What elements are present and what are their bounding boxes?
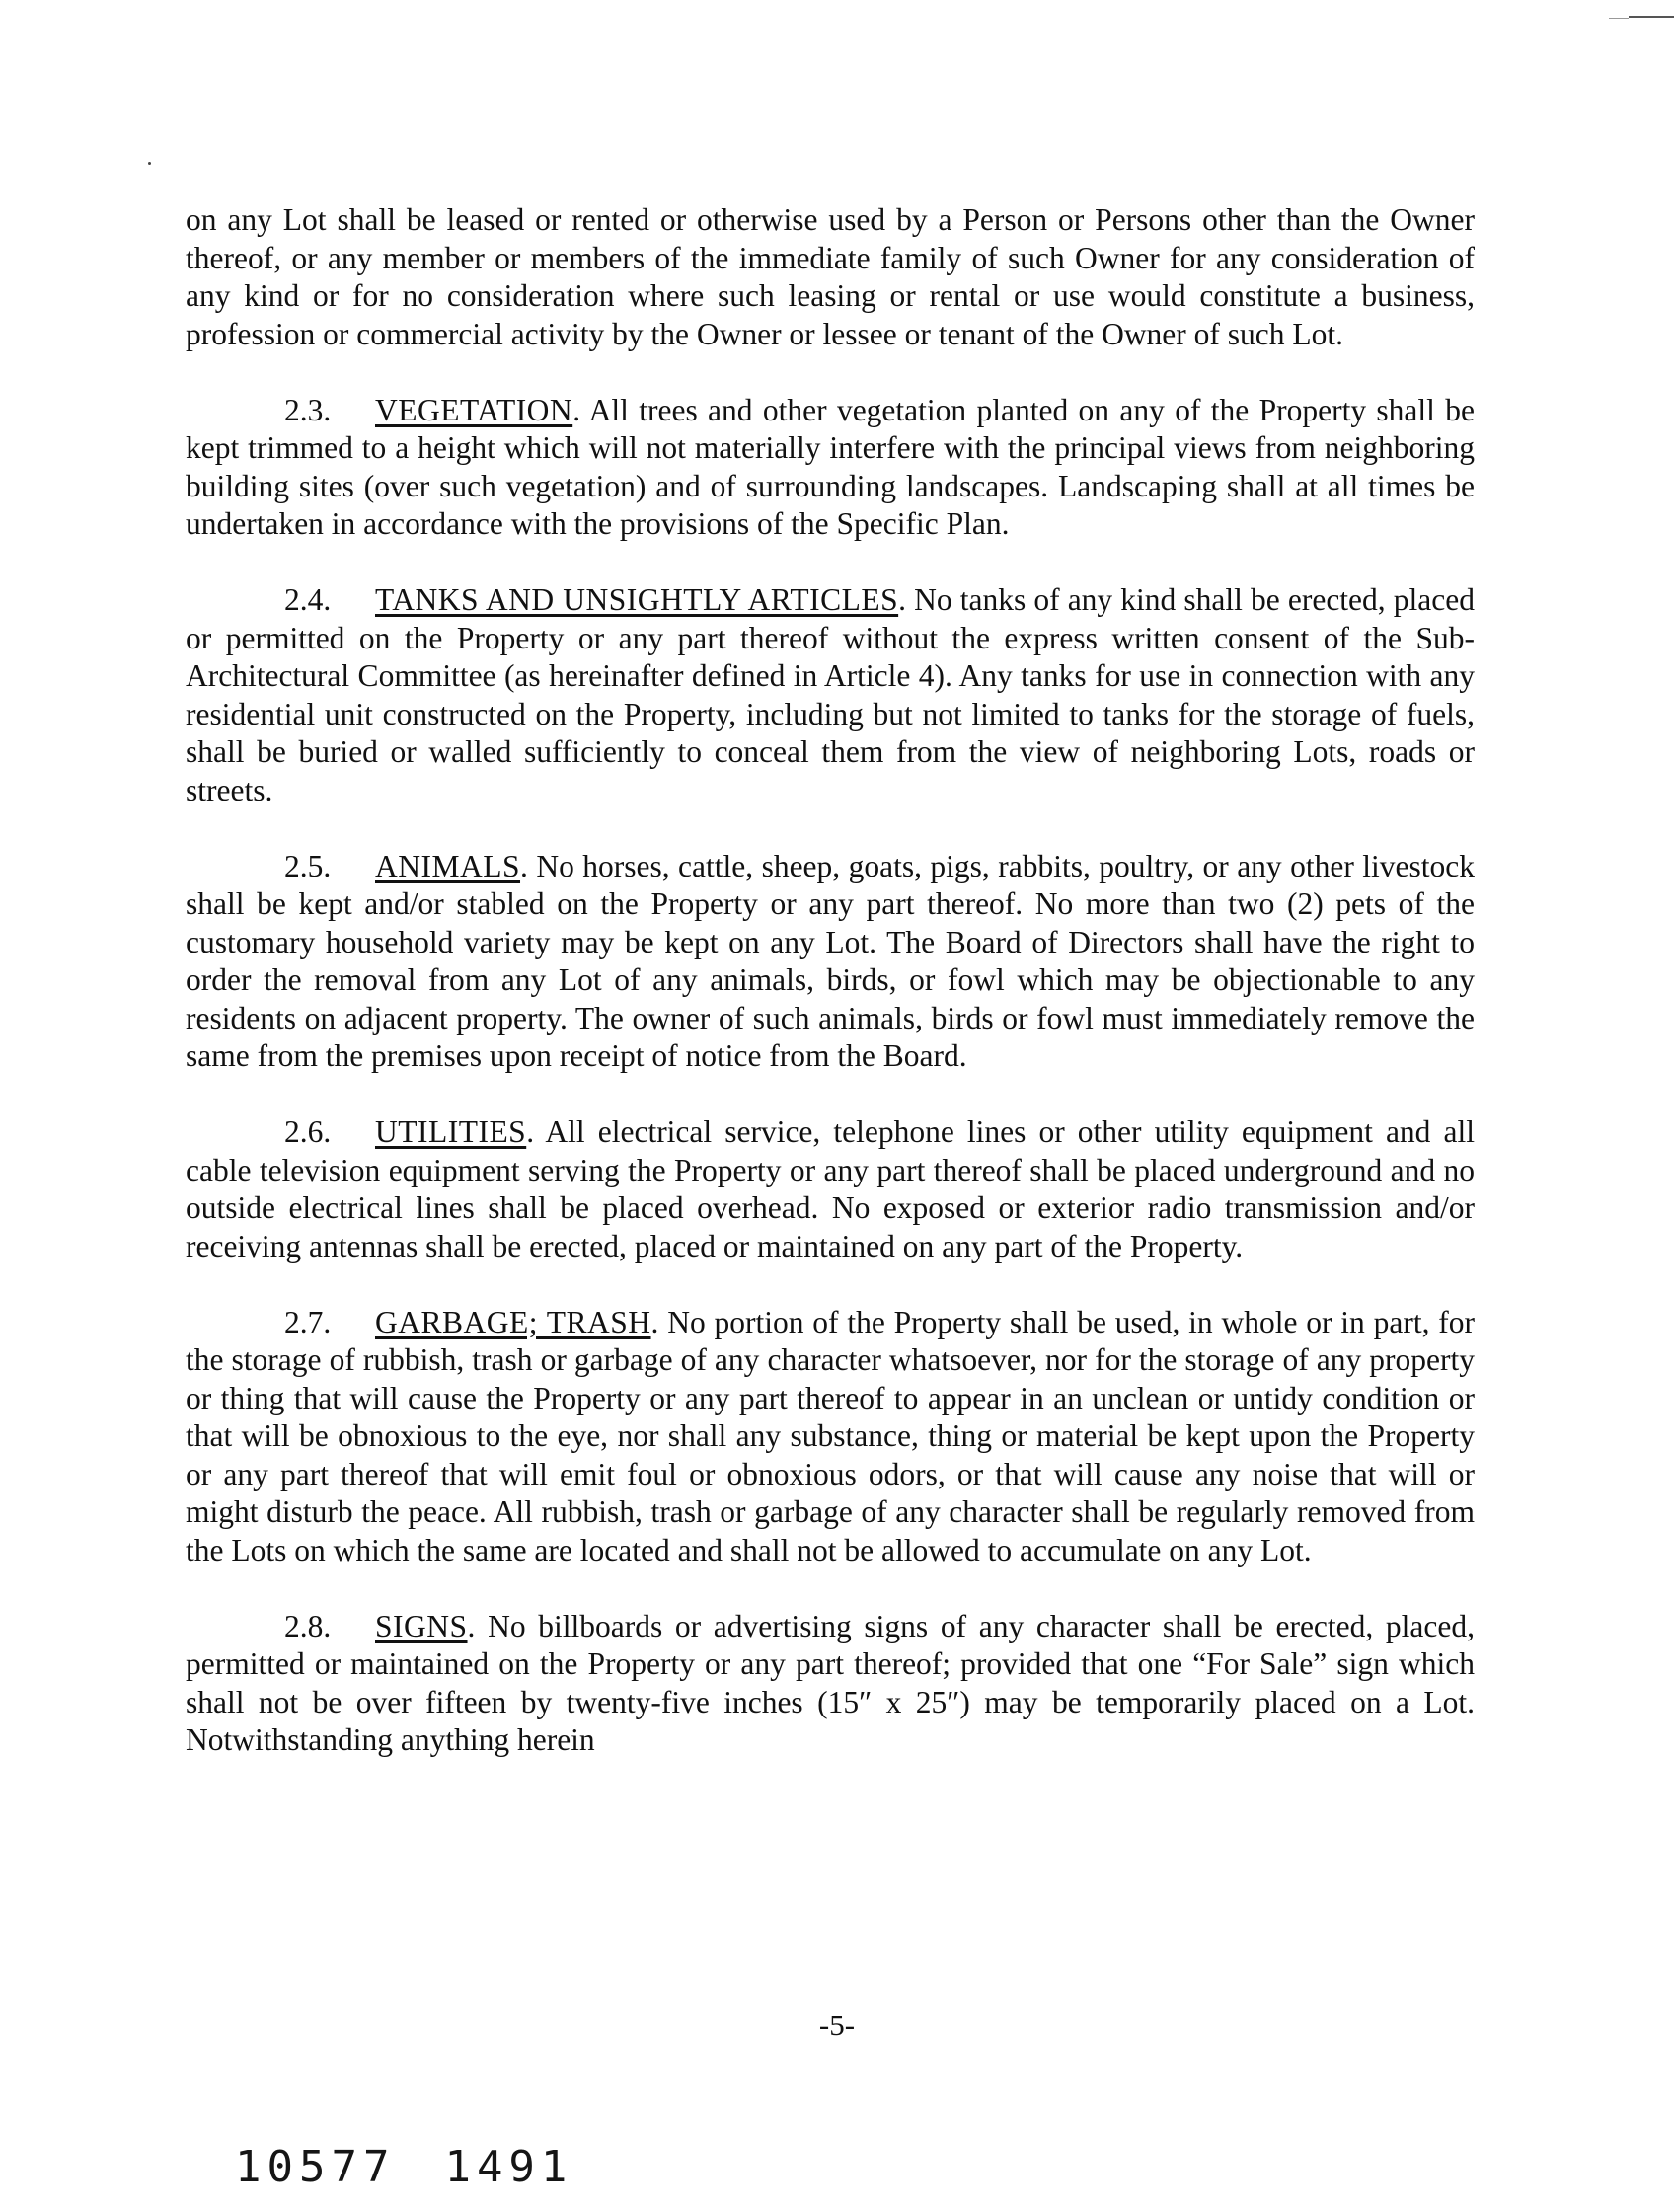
section-2-8 bbox=[186, 1608, 1475, 1760]
section-2-3 bbox=[186, 392, 1475, 544]
section-number: 2.3. bbox=[284, 392, 332, 427]
paragraph-continuation bbox=[186, 201, 1475, 353]
section-text: . All trees and other vegetation planted on any of the Property shall be kept trimmed to a height which will not materially interfere with the principal views from neighboring building sites (over such vegetation) and of surrounding landscapes. Landscaping shall at all times be undertaken in accordance with the provisions of the Specific Plan. bbox=[186, 392, 1475, 541]
section-heading: UTILITIES bbox=[375, 1114, 527, 1149]
document-body bbox=[186, 201, 1475, 1797]
section-heading: VEGETATION bbox=[375, 392, 573, 427]
section-heading: ANIMALS bbox=[375, 848, 521, 883]
section-2-5 bbox=[186, 848, 1475, 1076]
scan-edge-mark bbox=[1629, 16, 1674, 18]
section-text: . All electrical service, telephone lines or other utility equipment and all cable television equipment serving the Property or any part thereof shall be placed underground and no outside electrical lines shall be placed overhead. No exposed or exterior radio transmission and/or receiving antennas shall be erected, placed or maintained on any part of the Property. bbox=[186, 1114, 1475, 1263]
section-text: . No tanks of any kind shall be erected, placed or permitted on the Property or any part thereof without the express written consent of the Sub-Architectural Committee (as hereinafter defined in Article 4). Any tanks for use in connection with any residential unit constructed on the Property, including but not limited to tanks for the storage of fuels, shall be buried or walled sufficiently to conceal them from the view of neighboring Lots, roads or streets. bbox=[186, 582, 1475, 807]
recording-book-number: 10577 bbox=[235, 2142, 396, 2192]
section-2-6 bbox=[186, 1113, 1475, 1265]
section-text: . No portion of the Property shall be used, in whole or in part, for the storage of rubbish, trash or garbage of any character whatsoever, nor for the storage of any property or thing that will cause the Property or any part thereof to appear in an unclean or untidy condition or that will be obnoxious to the eye, nor shall any substance, thing or material be kept upon the Property or any part thereof that will emit foul or obnoxious odors, or that will cause any noise that will or might disturb the peace. All rubbish, trash or garbage of any character shall be regularly removed from the Lots on which the same are located and shall not be allowed to accumulate on any Lot. bbox=[186, 1304, 1475, 1567]
recording-page-number: 1491 bbox=[444, 2142, 573, 2192]
scan-speck bbox=[148, 162, 151, 165]
section-number: 2.4. bbox=[284, 582, 332, 617]
recording-stamp bbox=[235, 2142, 572, 2192]
section-number: 2.5. bbox=[284, 848, 332, 883]
page-number: -5- bbox=[818, 2008, 856, 2042]
section-heading: GARBAGE; TRASH bbox=[375, 1304, 651, 1339]
section-number: 2.6. bbox=[284, 1114, 332, 1149]
section-text: . No billboards or advertising signs of any character shall be erected, placed, permitted or maintained on the Property or any part thereof; provided that one “For Sale” sign which shall not be over fifteen by twenty-five inches (15″ x 25″) may be temporarily placed on a Lot. Notwithstanding anything herein bbox=[186, 1608, 1475, 1757]
section-heading: SIGNS bbox=[375, 1608, 468, 1643]
paragraph-text: on any Lot shall be leased or rented or otherwise used by a Person or Persons other than the Owner thereof, or any member or members of the immediate family of such Owner for any consideration of any kind or for no consideration where such leasing or rental or use would constitute a business, profession or commercial activity by the Owner or lessee or tenant of the Owner of such Lot. bbox=[186, 202, 1475, 351]
section-2-7 bbox=[186, 1304, 1475, 1570]
section-number: 2.7. bbox=[284, 1304, 332, 1339]
scan-edge-mark-thin bbox=[1609, 18, 1629, 19]
section-2-4 bbox=[186, 581, 1475, 809]
section-text: . No horses, cattle, sheep, goats, pigs, rabbits, poultry, or any other livestock shall be kept and/or stabled on the Property or any part thereof. No more than two (2) pets of the customary household variety may be kept on any Lot. The Board of Directors shall have the right to order the removal from any Lot of any animals, birds, or fowl which may be objectionable to any residents on adjacent property. The owner of such animals, birds or fowl must immediately remove the same from the premises upon receipt of notice from the Board. bbox=[186, 848, 1475, 1073]
section-heading: TANKS AND UNSIGHTLY ARTICLES bbox=[375, 582, 899, 617]
section-number: 2.8. bbox=[284, 1608, 332, 1643]
